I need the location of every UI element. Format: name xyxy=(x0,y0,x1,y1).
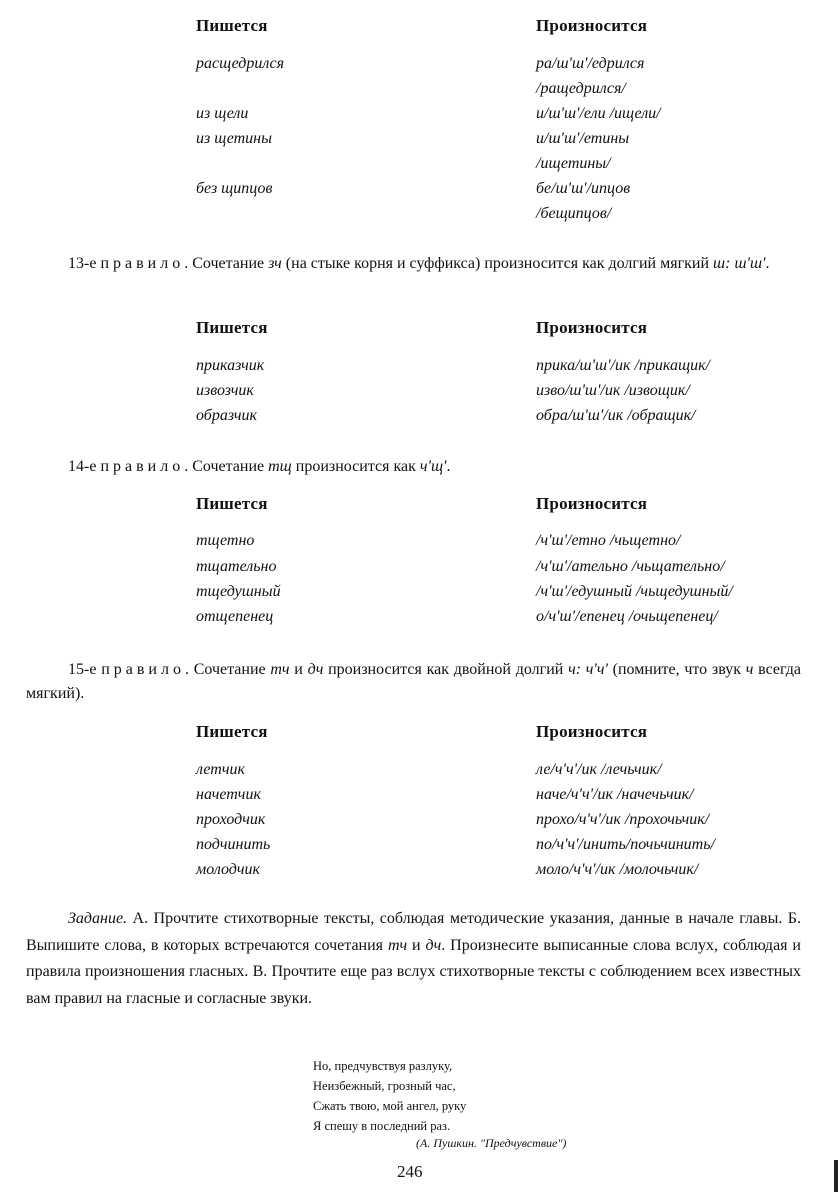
poem-line: Неизбежный, грозный час, xyxy=(313,1079,456,1093)
rule-15-and: и xyxy=(289,661,308,678)
table-row-pronounced: изво/ш'ш'/ик /извощик/ xyxy=(536,382,690,399)
table-4-header-written: Пишется xyxy=(196,722,268,741)
page-number: 246 xyxy=(397,1162,423,1181)
table-row-pronounced: прохо/ч'ч'/ик /прохочьчик/ xyxy=(536,811,710,828)
table-row-written: расщедрился xyxy=(196,55,285,72)
table-row-pronounced: о/ч'ш'/епенец /очьщепенец/ xyxy=(536,608,718,625)
table-row-pronounced: /ращедрился/ xyxy=(536,80,626,97)
table-row-pronounced: прика/ш'ш'/ик /прикащик/ xyxy=(536,357,710,374)
table-row-pronounced: и/ш'ш'/етины xyxy=(536,130,630,147)
rule-15-word: правило xyxy=(101,661,185,678)
table-row-written: из щели xyxy=(196,105,249,122)
rule-15-combo-2: дч xyxy=(307,661,324,678)
task-text-a: А. Прочтите стихотворные тексты, соблюдая методические указания, данные в начале главы. Б. Выпишите слова, в которых встречаются сочетания xyxy=(26,910,801,954)
rule-14-end: . xyxy=(446,458,451,475)
table-row-pronounced: бе/ш'ш'/ипцов xyxy=(536,180,631,197)
table-2-header-pronounced: Произносится xyxy=(536,318,648,337)
table-row-written: начетчик xyxy=(196,786,261,803)
rule-13-combo: зч xyxy=(268,255,282,272)
rule-14-text-b: произносится как xyxy=(291,458,420,475)
rule-15-paragraph xyxy=(26,658,801,706)
table-row-pronounced: /ч'ш'/едушный /чьщедушный/ xyxy=(536,583,733,600)
table-row-pronounced: /бещипцов/ xyxy=(536,205,612,222)
table-row-written: подчинить xyxy=(196,836,271,853)
table-1-header-pronounced: Произносится xyxy=(536,16,648,35)
table-row-written: летчик xyxy=(196,761,245,778)
rule-13-word: правило xyxy=(100,255,185,272)
rule-14-number: 14-е xyxy=(68,458,97,475)
rule-13-sound: ш: ш'ш' xyxy=(713,255,766,272)
table-row-written: тщетно xyxy=(196,532,255,549)
table-row-written: приказчик xyxy=(196,357,265,374)
table-row-pronounced: наче/ч'ч'/ик /начечьчик/ xyxy=(536,786,694,803)
table-row-pronounced: по/ч'ч'/инить/почьчинить/ xyxy=(536,836,715,853)
table-2-header-written: Пишется xyxy=(196,318,268,337)
task-and: и xyxy=(407,936,426,954)
table-row-pronounced: ра/ш'ш'/едрился xyxy=(536,55,645,72)
task-text-b: . Произнесите выписанные слова вслух, соблюдая и правила произношения гласных. В. Прочтите еще раз вслух стихотворные тексты с соблюдением всех известных вам правил на гласные и согласные звуки. xyxy=(26,936,801,1007)
rule-15-sound-2: ч xyxy=(745,661,754,678)
table-row-pronounced: ле/ч'ч'/ик /лечьчик/ xyxy=(536,761,662,778)
table-row-written: из щетины xyxy=(196,130,272,147)
rule-14-text: . Сочетание xyxy=(184,458,269,475)
table-row-pronounced: и/ш'ш'/ели /ищели/ xyxy=(536,105,661,122)
table-row-written: тщедушный xyxy=(196,583,281,600)
table-row-written: отщепенец xyxy=(196,608,274,625)
rule-15-number: 15-е xyxy=(68,661,97,678)
table-row-pronounced: /ищетины/ xyxy=(536,155,611,172)
rule-13-text-b: (на стыке корня и суффикса) произносится как долгий мягкий xyxy=(281,255,714,272)
table-3-header-pronounced: Произносится xyxy=(536,494,648,513)
rule-13-paragraph xyxy=(26,252,801,276)
rule-14-word: правило xyxy=(100,458,185,475)
poem xyxy=(313,1056,466,1136)
scan-edge-mark xyxy=(834,1160,838,1192)
rule-13-end: . xyxy=(765,255,770,272)
poem-line: Сжать твою, мой ангел, руку xyxy=(313,1099,467,1113)
task-combo-1: тч xyxy=(387,936,408,954)
poem-line: Но, предчувствуя разлуку, xyxy=(313,1059,453,1073)
rule-15-sound: ч: ч'ч' xyxy=(568,661,608,678)
rule-15-combo-1: тч xyxy=(270,661,290,678)
rule-15-text-d: всегда мягкий). xyxy=(26,661,802,702)
rule-14-combo: тщ xyxy=(268,458,292,475)
rule-15-text: . Сочетание xyxy=(184,661,271,678)
table-row-pronounced: /ч'ш'/етно /чьщетно/ xyxy=(536,532,681,549)
table-row-pronounced: моло/ч'ч'/ик /молочьчик/ xyxy=(536,861,699,878)
rule-13-number: 13-е xyxy=(68,255,97,272)
poem-line: Я спешу в последний раз. xyxy=(313,1119,451,1133)
rule-14-paragraph xyxy=(26,455,801,479)
table-row-pronounced: /ч'ш'/ательно /чьщательно/ xyxy=(536,558,725,575)
rule-13-text: . Сочетание xyxy=(184,255,269,272)
task-paragraph xyxy=(26,906,801,1012)
table-row-written: тщательно xyxy=(196,558,277,575)
rule-15-text-c: (помните, что звук xyxy=(607,661,746,678)
table-1-header-written: Пишется xyxy=(196,16,268,35)
table-3-header-written: Пишется xyxy=(196,494,268,513)
table-4-header-pronounced: Произносится xyxy=(536,722,648,741)
table-row-written: молодчик xyxy=(196,861,260,878)
rule-14-sound: ч'щ' xyxy=(419,458,447,475)
table-row-written: проходчик xyxy=(196,811,266,828)
rule-15-text-b: произносится как двойной долгий xyxy=(323,661,569,678)
table-row-written: без щипцов xyxy=(196,180,273,197)
task-combo-2: дч xyxy=(425,936,442,954)
table-row-written: образчик xyxy=(196,407,257,424)
task-label: Задание. xyxy=(68,910,128,927)
table-row-pronounced: обра/ш'ш'/ик /обращик/ xyxy=(536,407,696,424)
table-row-written: извозчик xyxy=(196,382,254,399)
poem-source: (А. Пушкин. "Предчувствие") xyxy=(416,1136,567,1150)
